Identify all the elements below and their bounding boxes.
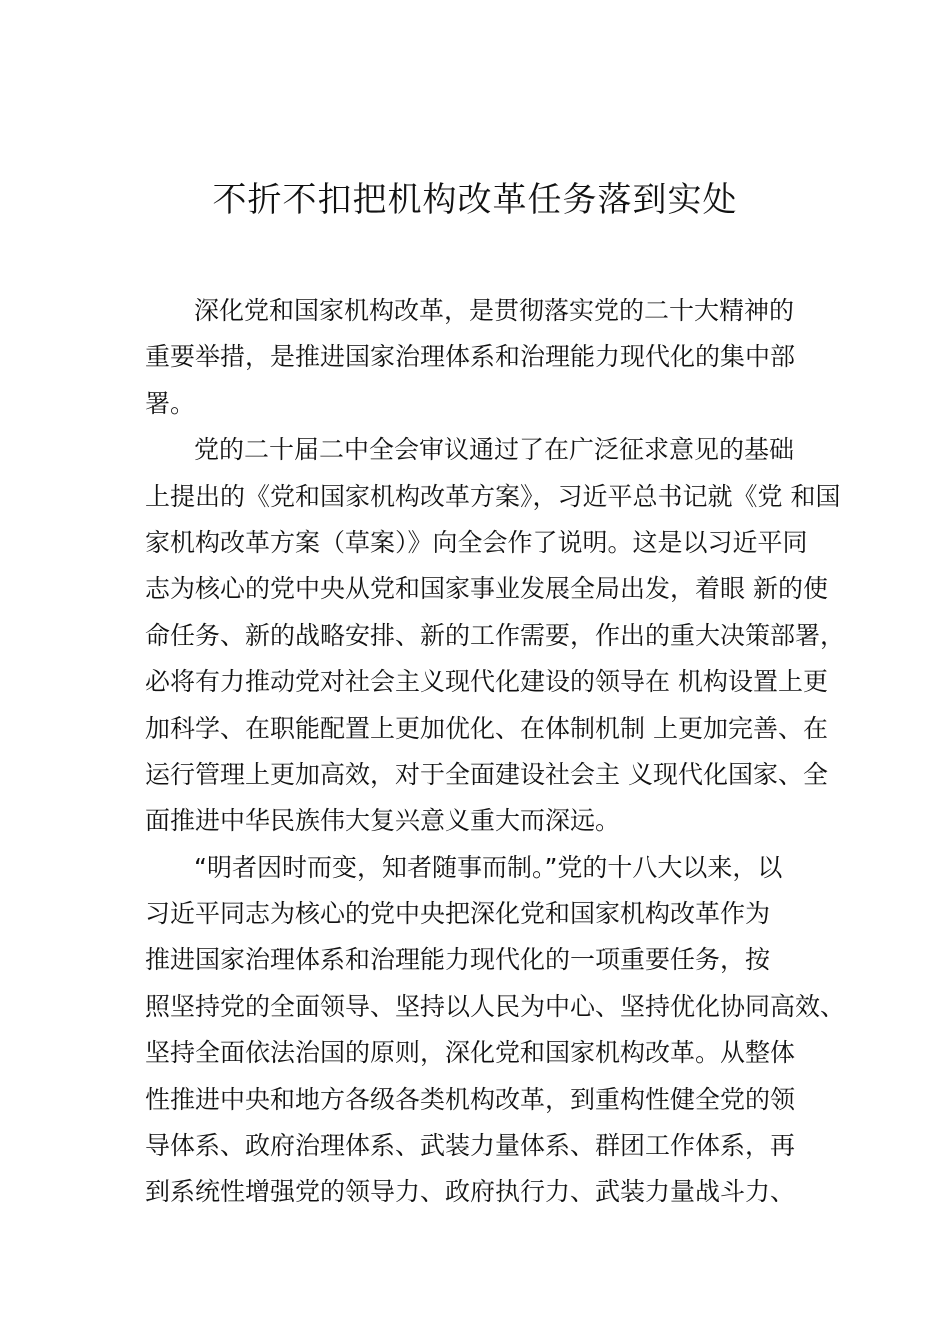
text-line: 照坚持党的全面领导、坚持以人民为中心、坚持优化协同高效、: [145, 991, 846, 1021]
text-line: 坚持全面依法治国的原则，深化党和国家机构改革。从整体: [145, 1038, 796, 1068]
text-line: 深化党和国家机构改革，是贯彻落实党的二十大精神的: [194, 296, 795, 325]
text-line: 导体系、政府治理体系、武装力量体系、群团工作体系，再: [145, 1131, 796, 1161]
text-line: 面推进中华民族伟大复兴意义重大而深远。: [145, 806, 621, 836]
text-line: 性推进中央和地方各级各类机构改革，到重构性健全党的领: [145, 1084, 796, 1114]
text-line: 加科学、在职能配置上更加优化、在体制机制 上更加完善、在: [145, 713, 828, 743]
text-line: 家机构改革方案（草案）》向全会作了说明。这是以习近平同: [145, 527, 808, 557]
text-line: 推进国家治理体系和治理能力现代化的一项重要任务，按: [145, 945, 771, 975]
text-line: 党的二十届二中全会审议通过了在广泛征求意见的基础: [194, 435, 795, 465]
text-line: 到系统性增强党的领导力、政府执行力、武装力量战斗力、: [145, 1177, 796, 1207]
text-line: 习近平同志为核心的党中央把深化党和国家机构改革作为: [145, 899, 771, 929]
text-line: 重要举措，是推进国家治理体系和治理能力现代化的集中部: [145, 342, 796, 372]
text-line: “明者因时而变，知者随事而制。”党的十八大以来，以: [194, 852, 783, 882]
text-line: 运行管理上更加高效，对于全面建设社会主 义现代化国家、全: [145, 759, 828, 789]
text-line: 命任务、新的战略安排、新的工作需要，作出的重大决策部署，: [145, 620, 846, 650]
text-line: 志为核心的党中央从党和国家事业发展全局出发，着眼 新的使: [145, 574, 828, 604]
document-title: 不折不扣把机构改革任务落到实处: [212, 180, 738, 220]
text-line: 必将有力推动党对社会主义现代化建设的领导在 机构设置上更: [145, 667, 828, 697]
text-line: 上提出的《党和国家机构改革方案》，习近平总书记就《党 和国: [145, 481, 841, 511]
document-body: [145, 288, 845, 1216]
text-line: 署。: [145, 388, 196, 418]
